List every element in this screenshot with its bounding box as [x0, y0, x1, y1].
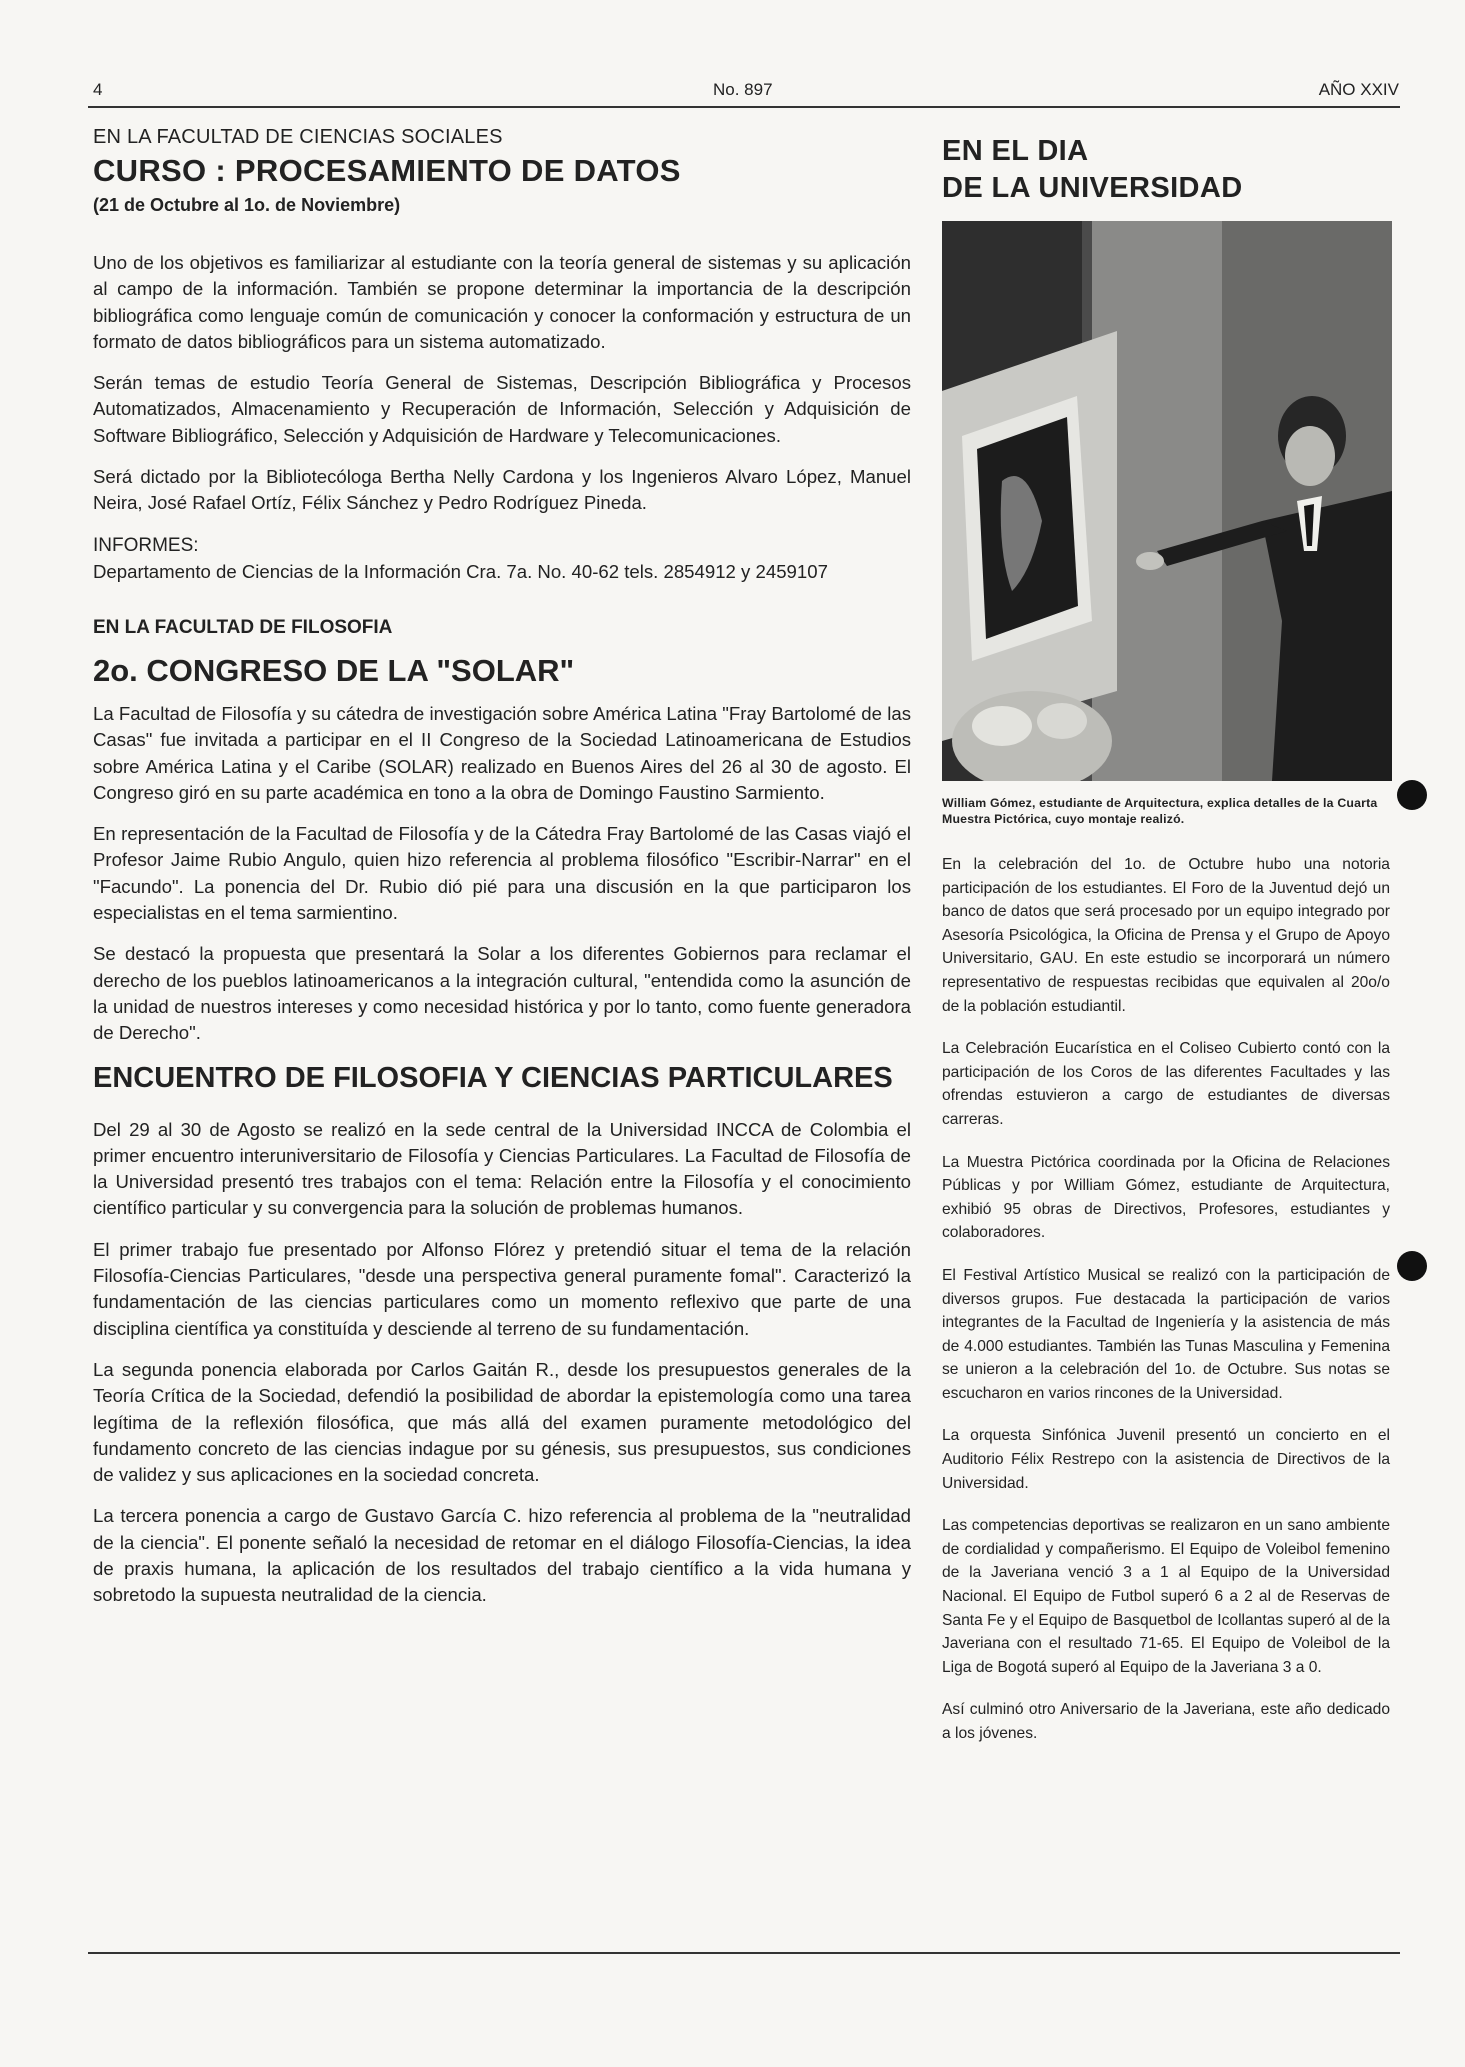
- sidebar-column: [942, 133, 1390, 1765]
- binding-hole-mark: [1397, 1251, 1427, 1281]
- header-rule: [88, 106, 1400, 108]
- binding-hole-mark: [1397, 780, 1427, 810]
- sidebar-title-line2: DE LA UNIVERSIDAD: [942, 172, 1243, 204]
- paragraph: La segunda ponencia elaborada por Carlos Gaitán R., desde los presupuestos generales de la Teoría Crítica de la Sociedad, defendió la posibilidad de abordar la epistemología como una tarea legítima de la reflexión filosófica, que más allá del examen puramente metodológico del fundamento concreto de las ciencias indague por su génesis, sus presupuestos, sus condiciones de validez y sus aplicaciones en la sociedad concreta.: [93, 1358, 911, 1486]
- paragraph: Serán temas de estudio Teoría General de Sistemas, Descripción Bibliográfica y Procesos Automatizados, Almacenamiento y Recuperación de Información, Selección y Adquisición de Software Bibliográfico, Selección y Adquisición de Hardware y Telecomunicaciones.: [93, 372, 911, 446]
- paragraph: Uno de los objetivos es familiarizar al estudiante con la teoría general de sistemas y su aplicación al campo de la información. También se propone determinar la importancia de la descripción bibliográfica como lenguaje común de comunicación y conocer la conformación y estructura de un formato de datos bibliográficos para un sistema automatizado.: [93, 252, 911, 352]
- paragraph: La Celebración Eucarística en el Coliseo Cubierto contó con la participación de los Coros de las diferentes Facultades y las ofrendas estuvieron a cargo de estudiantes de diversas carreras.: [942, 1040, 1390, 1128]
- section3-title: ENCUENTRO DE FILOSOFIA Y CIENCIAS PARTICULARES: [93, 1061, 893, 1094]
- issue-number: No. 897: [713, 80, 773, 99]
- paragraph: Se destacó la propuesta que presentará la Solar a los diferentes Gobiernos para reclamar el derecho de los pueblos latinoamericanos a la integración cultural, "entendida como la asunción de la unidad de nuestros intereses y como necesidad histórica y por lo tanto, como fuente generadora de Derecho".: [93, 943, 911, 1044]
- main-column: [93, 126, 911, 1624]
- exhibition-photo: [942, 221, 1392, 781]
- section2-body: [93, 701, 911, 1047]
- section2-kicker: EN LA FACULTAD DE FILOSOFIA: [93, 616, 393, 638]
- photo-caption: William Gómez, estudiante de Arquitectura, explica detalles de la Cuarta Muestra Pictórica, cuyo montaje realizó.: [942, 796, 1378, 826]
- paragraph: La Muestra Pictórica coordinada por la Oficina de Relaciones Públicas y por William Gómez, estudiante de Arquitectura, exhibió 95 obras de Directivos, Profesores, estudiantes y colaboradores.: [942, 1153, 1390, 1242]
- paragraph: En representación de la Facultad de Filosofía y de la Cátedra Fray Bartolomé de las Casas viajó el Profesor Jaime Rubio Angulo, quien hizo referencia al problema filosófico "Escribir-Narrar" en el "Facundo". La ponencia del Dr. Rubio dió pié para una discusión en la que participaron los especialistas en el tema sarmientino.: [93, 823, 911, 924]
- paragraph: En la celebración del 1o. de Octubre hubo una notoria participación de los estudiantes. El Foro de la Juventud dejó un banco de datos que será procesado por un equipo integrado por Asesoría Psicológica, la Oficina de Prensa y el Grupo de Apoyo Universitario, GAU. En este estudio se incorporará un número representativo de respuestas recibidas que equivalen al 20o/o de la población estudiantil.: [942, 856, 1390, 1015]
- page-number: 4: [93, 80, 103, 99]
- paragraph: La orquesta Sinfónica Juvenil presentó un concierto en el Auditorio Félix Restrepo con la asistencia de Directivos de la Universidad.: [942, 1427, 1390, 1492]
- sidebar-title: [942, 133, 1390, 207]
- footer-rule: [88, 1952, 1400, 1954]
- photo-illustration: [942, 221, 1392, 781]
- paragraph: Será dictado por la Bibliotecóloga Bertha Nelly Cardona y los Ingenieros Alvaro López, Manuel Neira, José Rafael Ortíz, Félix Sánchez y Pedro Rodríguez Pineda.: [93, 466, 911, 514]
- informes-label: INFORMES:: [93, 534, 199, 556]
- sidebar-body: [942, 853, 1390, 1746]
- section1-title: CURSO : PROCESAMIENTO DE DATOS: [93, 153, 681, 188]
- paragraph: El primer trabajo fue presentado por Alfonso Flórez y pretendió situar el tema de la relación Filosofía-Ciencias Particulares, "desde una perspectiva general puramente fomal". Caracterizó la fundamentación de las ciencias particulares como un momento reflexivo que parte de una disciplina científica ya constituída y desciende al terreno de su fundamentación.: [93, 1238, 911, 1339]
- sidebar-title-line1: EN EL DIA: [942, 135, 1089, 167]
- paragraph: La tercera ponencia a cargo de Gustavo García C. hizo referencia al problema de la "neutralidad de la ciencia". El ponente señaló la necesidad de retomar en el diálogo Filosofía-Ciencias, la idea de praxis humana, la aplicación de los resultados del trabajo científico a la vida humana y sobretodo la supuesta neutralidad de la ciencia.: [93, 1505, 911, 1606]
- section1-kicker: EN LA FACULTAD DE CIENCIAS SOCIALES: [93, 126, 503, 148]
- issue-year: AÑO XXIV: [1318, 80, 1399, 99]
- page-header: [93, 80, 1399, 104]
- paragraph: La Facultad de Filosofía y su cátedra de investigación sobre América Latina "Fray Bartolomé de las Casas" fue invitada a participar en el II Congreso de la Sociedad Latinoamericana de Estudios sobre América Latina y el Caribe (SOLAR) realizado en Buenos Aires del 26 al 30 de agosto. El Congreso giró en su parte académica en tono a la obra de Domingo Faustino Sarmiento.: [93, 702, 911, 803]
- section1-dates: (21 de Octubre al 1o. de Noviembre): [93, 195, 401, 215]
- section1-body: [93, 250, 911, 517]
- paragraph: Las competencias deportivas se realizaron en un sano ambiente de cordialidad y compañerismo. El Equipo de Voleibol femenino de la Javeriana venció 3 a 1 al Equipo de la Universidad Nacional. El Equipo de Futbol superó 6 a 2 al de Reservas de Santa Fe y el Equipo de Basquetbol de Icollantas superó al de la Javeriana con el resultado 71-65. El Equipo de Voleibol de la Liga de Bogotá superó al Equipo de la Javeriana 3 a 0.: [942, 1517, 1390, 1676]
- informes-text: Departamento de Ciencias de la Información Cra. 7a. No. 40-62 tels. 2854912 y 2459107: [93, 560, 828, 582]
- section3-body: [93, 1117, 911, 1609]
- paragraph: Así culminó otro Aniversario de la Javeriana, este año dedicado a los jóvenes.: [942, 1701, 1390, 1742]
- paragraph: Del 29 al 30 de Agosto se realizó en la sede central de la Universidad INCCA de Colombia el primer encuentro interuniversitario de Filosofía y Ciencias Particulares. La Facultad de Filosofía de la Universidad presentó tres trabajos con el tema: Relación entre la Filosofía y el conocimiento científico particular y su convergencia para la solución de problemas humanos.: [93, 1118, 911, 1219]
- section2-title: 2o. CONGRESO DE LA "SOLAR": [93, 652, 575, 688]
- paragraph: El Festival Artístico Musical se realizó con la participación de diversos grupos. Fue destacada la participación de varios integrantes de la Facultad de Ingeniería y la asistencia de más de 4.000 estudiantes. También las Tunas Masculina y Femenina se unieron a la celebración del 1o. de Octubre. Sus notas se escucharon en varios rincones de la Universidad.: [942, 1266, 1390, 1402]
